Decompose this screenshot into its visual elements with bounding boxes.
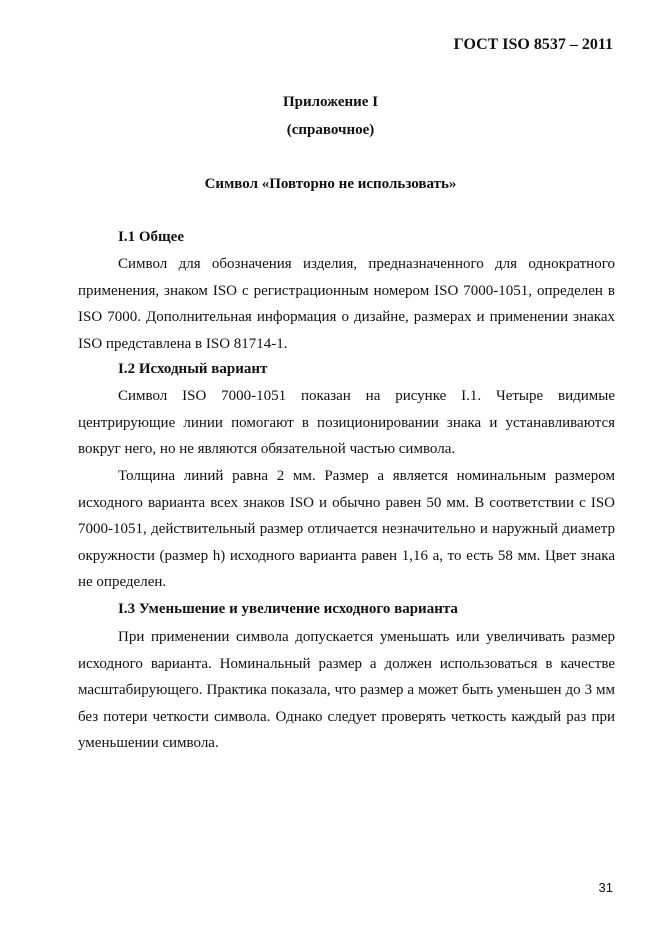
section-2-paragraph-1: Символ ISO 7000-1051 показан на рисунке I.1. Четыре видимые центрирующие линии помогают в позиционировании знака и устанавливаются вокруг него, но не являются обязательной частью символа. — [78, 388, 615, 457]
section-2-paragraph-2: Толщина линий равна 2 мм. Размер a является номинальным размером исходного варианта всех знаков ISO и обычно равен 50 мм. В соответствии с ISO 7000-1051, действительный размер отличается незначительно и наружный диаметр окружности (размер h) исходного варианта равен 1,16 a, то есть 58 мм. Цвет знака не определен. — [78, 468, 615, 590]
appendix-subtitle: (справочное) — [286, 122, 375, 138]
page-number: 31 — [598, 880, 613, 895]
section-title-1: I.1 Общее — [118, 229, 184, 245]
appendix-heading: Символ «Повторно не использовать» — [204, 176, 457, 192]
appendix-title: Приложение I — [282, 94, 379, 110]
document-header: ГОСТ ISO 8537 – 2011 — [453, 36, 613, 53]
section-title-2: I.2 Исходный вариант — [118, 361, 268, 377]
section-title-3: I.3 Уменьшение и увеличение исходного варианта — [118, 601, 458, 617]
section-1-paragraph: Символ для обозначения изделия, предназначенного для однократного применения, знаком ISO с регистрационным номером ISO 7000-1051, определен в ISO 7000. Дополнительная информация о дизайне, размерах и применении знаках ISO представлена в ISO 81714-1. — [78, 256, 615, 352]
section-3-paragraph: При применении символа допускается уменьшать или увеличивать размер исходного варианта. Номинальный размер a должен использоваться в качестве масштабирующего. Практика показала, что размер a может быть уменьшен до 3 мм без потери четкости символа. Однако следует проверять четкость каждый раз при уменьшении символа. — [78, 629, 615, 751]
